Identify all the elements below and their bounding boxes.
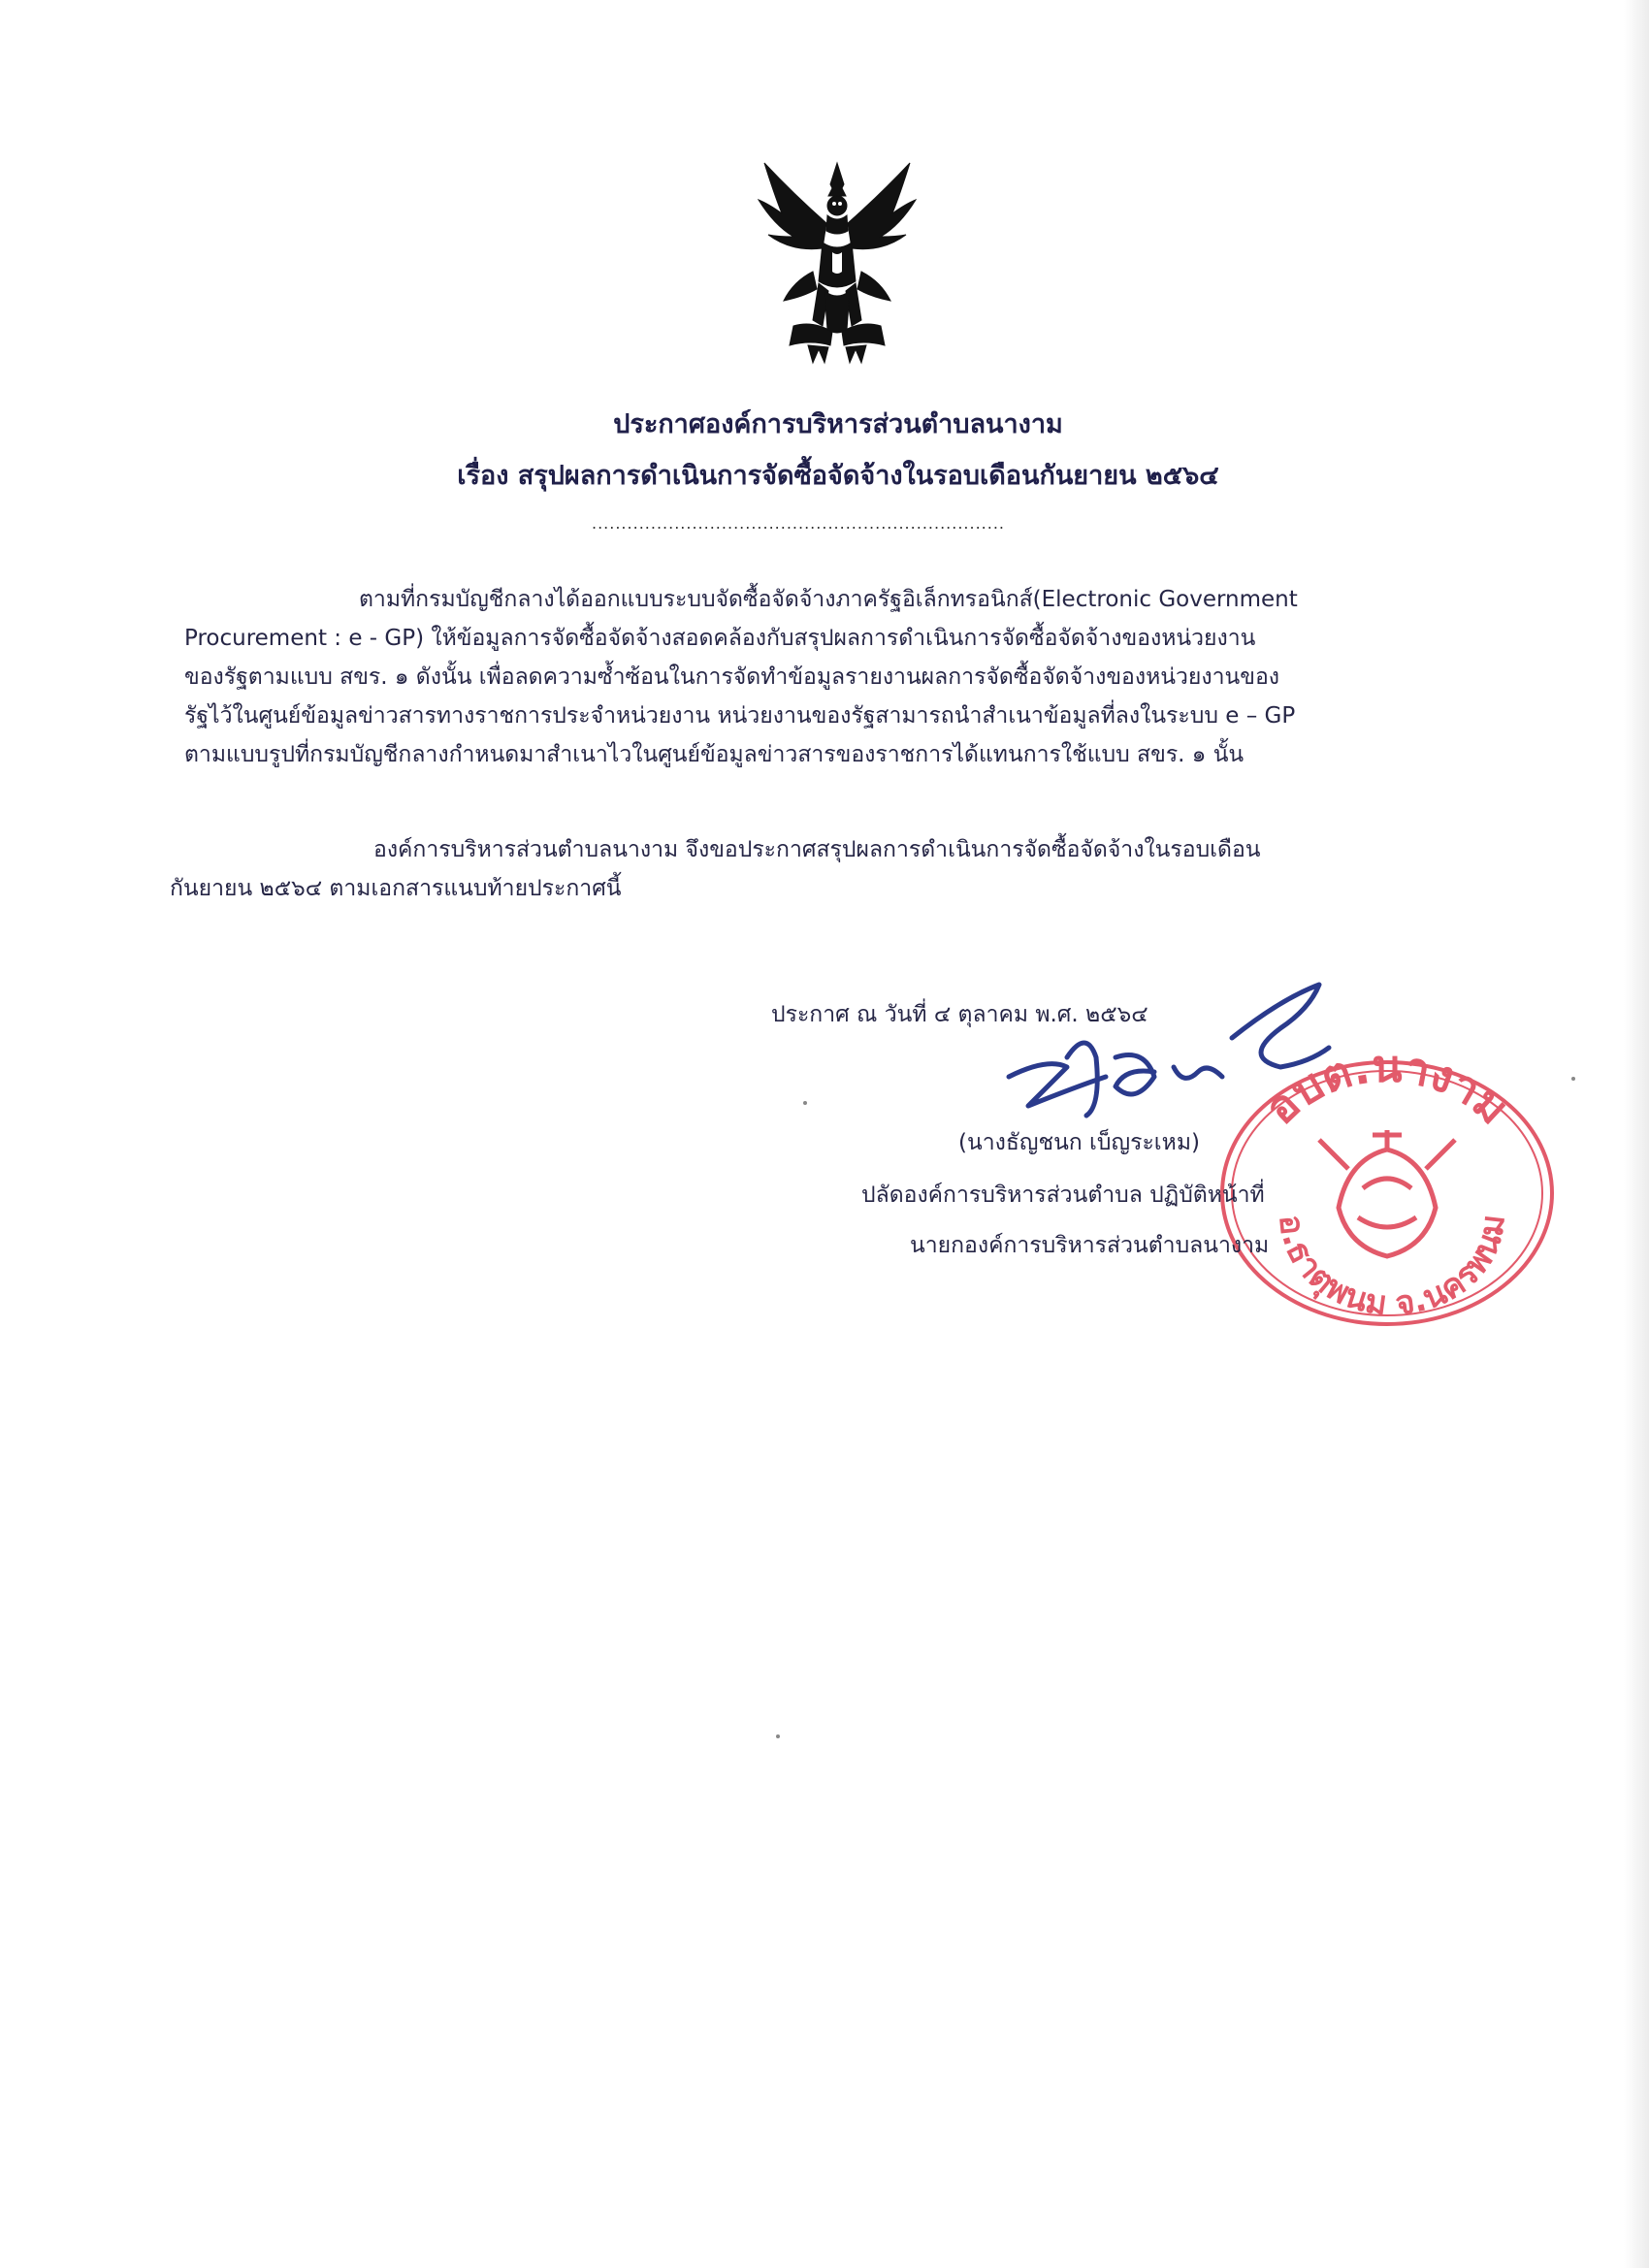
signer-name: (นางธัญชนก เบ็ญระเหม) xyxy=(958,1130,1200,1155)
paragraph-1-line: ตามแบบรูปที่กรมบัญชีกลางกำหนดมาสำเนาไวในศูนย์ข้อมูลข่าวสารของราชการได้แทนการใช้แบบ สขร. ๑ นั้น xyxy=(184,742,1245,767)
paragraph-1-line: ของรัฐตามแบบ สขร. ๑ ดังนั้น เพื่อลดความซ้ำซ้อนในการจัดทำข้อมูลรายงานผลการจัดซื้อจัดจ้างของหน่วยงานของ xyxy=(184,664,1279,690)
title-divider: ...................................................................... xyxy=(592,514,1006,533)
stamp-bottom-text: อ.ธาตุพนม จ.นครพนม xyxy=(1271,1213,1513,1324)
paragraph-1-line: Procurement : e - GP) ให้ข้อมูลการจัดซื้อจัดจ้างสอดคล้องกับสรุปผลการดำเนินการจัดซื้อจัดจ้างของหน่วยงาน xyxy=(184,626,1256,651)
paragraph-2-line: องค์การบริหารส่วนตำบลนางาม จึงขอประกาศสรุปผลการดำเนินการจัดซื้อจัดจ้างในรอบเดือน xyxy=(373,837,1261,862)
scan-speck xyxy=(1571,1077,1575,1081)
paragraph-1-line: รัฐไว้ในศูนย์ข้อมูลข่าวสารทางราชการประจำหน่วยงาน หน่วยงานของรัฐสามารถนำสำเนาข้อมูลที่ลงในระบบ e – GP xyxy=(184,703,1296,729)
paragraph-1-line: ตามที่กรมบัญชีกลางได้ออกแบบระบบจัดซื้อจัดจ้างภาครัฐอิเล็กทรอนิกส์(Electronic Government xyxy=(359,587,1298,612)
paragraph-2-line: กันยายน ๒๕๖๔ ตามเอกสารแนบท้ายประกาศนี้ xyxy=(170,876,622,901)
paragraph-1 xyxy=(184,580,1484,774)
scan-speck xyxy=(803,1101,807,1105)
announcement-subject: เรื่อง สรุปผลการดำเนินการจัดซื้อจัดจ้างในรอบเดือนกันยายน ๒๕๖๔ xyxy=(457,461,1219,491)
scan-speck xyxy=(776,1734,780,1738)
paragraph-2 xyxy=(170,830,1470,908)
page-edge xyxy=(1624,0,1649,2268)
signer-position-2: นายกองค์การบริหารส่วนตำบลนางาม xyxy=(910,1233,1270,1258)
garuda-emblem xyxy=(755,155,920,369)
announcement-title: ประกาศองค์การบริหารส่วนตำบลนางาม xyxy=(613,409,1063,439)
signer-position-1: ปลัดองค์การบริหารส่วนตำบล ปฏิบัติหน้าที่ xyxy=(861,1183,1265,1208)
stamp-top-text: อบต.นางาม xyxy=(1254,1043,1520,1135)
announcement-date: ประกาศ ณ วันที่ ๔ ตุลาคม พ.ศ. ๒๕๖๔ xyxy=(771,1002,1148,1027)
